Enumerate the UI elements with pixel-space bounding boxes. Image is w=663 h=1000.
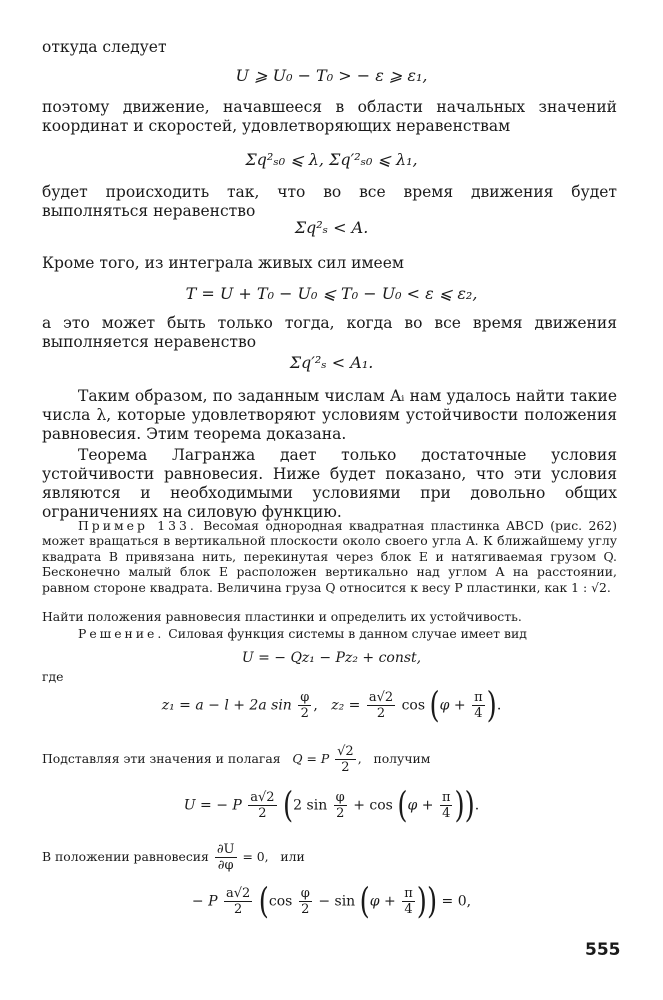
example-text: Весомая однородная квадратная пластинка ABCD (рис. 262) может вращаться в вертикальной плоскости около своего угла A. К ближайшему углу квадрата B привязана нить, перекинутая через блок E и натягиваемая грузом Q. Бесконечно малый блок E расположен вертикально над углом A на расстоянии, равном стороне квадрата. Величина груза Q относится к весу P пластинки, как 1 : √2. bbox=[42, 518, 617, 595]
paragraph-2: будет происходить так, что во все время движения будет выполняться неравенство bbox=[42, 183, 617, 220]
where-label: где bbox=[42, 669, 64, 684]
equation-9: − P $\frac{a√2}{2}$ (cos $\frac{\varphi}{2}$ − sin (φ + $\frac{\pi}{4}$ )) = 0, bbox=[191, 881, 472, 922]
frac-num: φ bbox=[300, 886, 310, 901]
equation-7: z₁ = a − l + 2a sin $\frac{\varphi}{2}$ , z₂ = $\frac{a√2}{2}$ cos (φ + $\frac{\pi}{4}$ ). bbox=[161, 685, 502, 726]
frac-den: 2 bbox=[341, 760, 350, 775]
eq7-part-b: z₂ = bbox=[331, 697, 361, 714]
equation-2-text: Σq²ₛ₀ ⩽ λ, Σq′²ₛ₀ ⩽ λ₁, bbox=[245, 150, 418, 169]
frac-den: 2 bbox=[336, 806, 345, 821]
equation-6-text: U = − Qz₁ − Pz₂ + const, bbox=[241, 650, 422, 666]
equation-4-text: T = U + T₀ − U₀ ⩽ T₀ − U₀ < ε ⩽ ε₂, bbox=[185, 284, 478, 303]
equation-8: U = − P $\frac{a√2}{2}$ (2 sin $\frac{\varphi}{2}$ + cos (φ + $\frac{\pi}{4}$ )). bbox=[183, 785, 480, 826]
example-label: Пример 133. bbox=[78, 518, 197, 533]
frac-num: π bbox=[404, 886, 413, 901]
frac-pi-4 bbox=[402, 886, 415, 917]
substituting-text: Подставляя эти значения и полагая bbox=[42, 751, 281, 766]
frac-num: π bbox=[474, 690, 483, 705]
equation-1-text: U ⩾ U₀ − T₀ > − ε ⩾ ε₁, bbox=[235, 66, 428, 85]
frac-dU-dphi bbox=[215, 842, 237, 873]
we-get-text: получим bbox=[373, 751, 431, 766]
frac-den: 4 bbox=[442, 806, 451, 821]
eq7-part-a: z₁ = a − l + 2a sin bbox=[161, 697, 292, 714]
frac-den: 4 bbox=[404, 902, 413, 917]
solution-block bbox=[42, 626, 617, 641]
frac-num: a√2 bbox=[368, 690, 394, 705]
frac-phi-2 bbox=[299, 886, 312, 917]
equation-6 bbox=[0, 650, 663, 666]
frac-sqrt2-2 bbox=[335, 744, 356, 775]
or-text: или bbox=[280, 849, 305, 864]
frac-num: a√2 bbox=[250, 790, 275, 805]
equation-5-text: Σq′²ₛ < A₁. bbox=[289, 353, 374, 372]
paragraph-4: а это может быть только тогда, когда во все время движения выполняется неравенство bbox=[42, 314, 617, 351]
frac-num: ∂U bbox=[216, 842, 235, 857]
frac-a-sqrt2-2 bbox=[248, 790, 276, 821]
substitution-line: Подставляя эти значения и полагая Q = P $\frac{√2}{2}$ , получим bbox=[42, 744, 431, 775]
frac-num: a√2 bbox=[225, 886, 251, 901]
frac-num: φ bbox=[300, 690, 310, 705]
frac-phi-2 bbox=[334, 790, 347, 821]
equation-1 bbox=[0, 66, 663, 85]
frac-den: 2 bbox=[233, 902, 243, 917]
frac-a-sqrt2-2 bbox=[224, 886, 252, 917]
frac-den: 2 bbox=[376, 706, 386, 721]
equation-3 bbox=[0, 218, 663, 237]
intro-line: откуда следует bbox=[42, 38, 167, 56]
frac-phi-2 bbox=[298, 690, 311, 721]
paragraph-6: Теорема Лагранжа дает только достаточные условия устойчивости равновесия. Ниже будет показано, что эти условия являются и необходимыми условиями при довольно общих ограничениях на силовую функцию. bbox=[42, 446, 617, 521]
equation-5 bbox=[0, 353, 663, 372]
equation-4 bbox=[0, 284, 663, 303]
equation-2 bbox=[0, 150, 663, 169]
paragraph-5: Таким образом, по заданным числам Aᵢ нам удалось найти такие числа λ, которые удовлетворяют условиям устойчивости положения равновесия. Этим теорема доказана. bbox=[42, 387, 617, 443]
frac-num: φ bbox=[335, 790, 345, 805]
frac-den: 2 bbox=[300, 706, 309, 721]
example-block bbox=[42, 518, 617, 595]
equation-3-text: Σq²ₛ < A. bbox=[294, 218, 369, 237]
frac-den: 4 bbox=[474, 706, 483, 721]
frac-den: 2 bbox=[258, 806, 267, 821]
equilibrium-text: В положении равновесия bbox=[42, 849, 209, 864]
eq7-part-c: cos bbox=[401, 697, 426, 714]
example-task: Найти положения равновесия пластинки и определить их устойчивость. bbox=[42, 609, 522, 624]
frac-den: ∂φ bbox=[217, 858, 234, 873]
frac-num: π bbox=[441, 790, 451, 805]
frac-den: 2 bbox=[301, 902, 310, 917]
page-number: 555 bbox=[585, 940, 621, 960]
paragraph-3: Кроме того, из интеграла живых сил имеем bbox=[42, 254, 404, 272]
frac-pi-4 bbox=[440, 790, 453, 821]
frac-num: √2 bbox=[337, 744, 354, 759]
solution-label: Решение. bbox=[78, 626, 165, 641]
equilibrium-line: В положении равновесия $\frac{\partial U}{\partial\varphi}$ = 0, или bbox=[42, 842, 305, 873]
paragraph-1: поэтому движение, начавшееся в области начальных значений координат и скоростей, удовлетворяющих неравенствам bbox=[42, 98, 617, 135]
frac-a-sqrt2-2 bbox=[367, 690, 395, 721]
solution-text: Силовая функция системы в данном случае имеет вид bbox=[168, 626, 527, 641]
frac-pi-4 bbox=[472, 690, 485, 721]
